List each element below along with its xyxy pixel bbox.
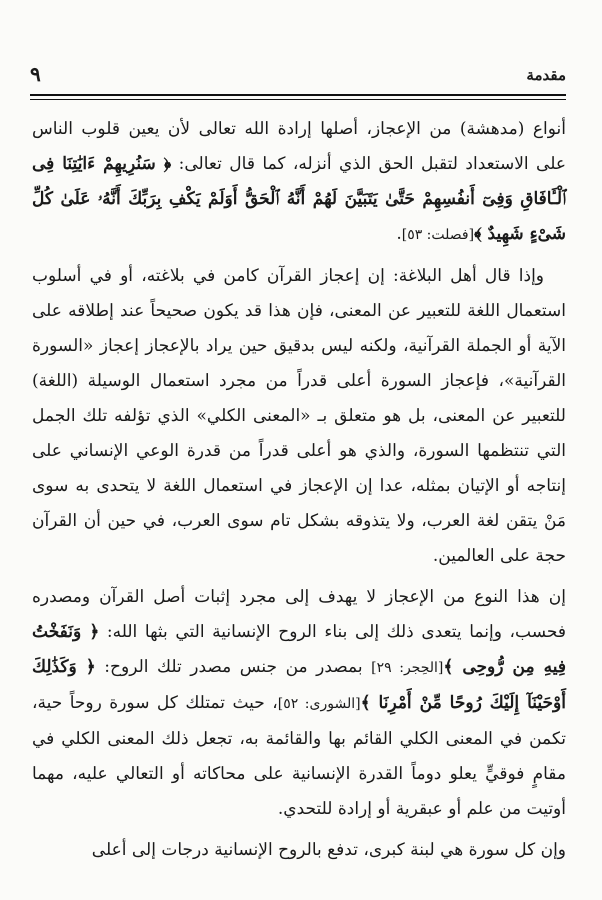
- quran-verse-hijr: ﴿ وَنَفَخْتُ فِيهِ مِن رُّوحِى ﴾: [32, 622, 566, 677]
- page-number: ٩: [30, 62, 41, 86]
- running-title: مقدمة: [526, 66, 566, 84]
- header-rule-thin: [30, 99, 566, 100]
- paragraph-3: [32, 580, 566, 827]
- paragraph-3-text-a: إن هذا النوع من الإعجاز لا يهدف إلى مجرد إثبات أصل القرآن ومصدره فحسب، وإنما يتعدى ذلك إلى بناء الروح الإنسانية التي بثها الله:: [32, 587, 566, 642]
- paragraph-1-text: أنواع (مدهشة) من الإعجاز، أصلها إرادة الله تعالى لأن يعين قلوب الناس على الاستعداد لتقبل الحق الذي أنزله، كما قال تعالى:: [32, 119, 566, 174]
- verse-reference-hijr: [الحِجر: ٢٩]: [371, 660, 444, 676]
- page-header: [30, 62, 566, 92]
- paragraph-1-end: .: [396, 224, 402, 244]
- verse-reference-fussilat: [فصلت: ٥٣]: [401, 227, 475, 243]
- paragraph-3-text-b: بمصدر من جنس مصدر تلك الروح:: [95, 657, 372, 677]
- quran-verse-fussilat: ﴿ سَنُرِيهِمْ ءَايَٰتِنَا فِى ٱلْـَٔافَاقِ وَفِىٓ أَنفُسِهِمْ حَتَّىٰ يَتَبَيَّنَ لَهُمْ أَنَّهُ ٱلْحَقُّ أَوَلَمْ يَكْفِ بِرَبِّكَ أَنَّهُۥ عَلَىٰ كُلِّ شَىْءٍ شَهِيدٌ ﴾: [32, 154, 566, 244]
- paragraph-3-text-c: ، حيث تمتلك كل سورة روحاً حية، تكمن في المعنى الكلي القائم بها والقائمة به، تجعل ذلك المعنى الكلي في مقامٍ فوقيٍّ يعلو دوماً القدرة الإنسانية على محاكاته أو التعالي عليه، مهما أوتيت من علم أو عبقرية أو إرادة للتحدي.: [32, 693, 566, 819]
- verse-reference-shura: [الشورى: ٥٢]: [277, 696, 361, 712]
- page-body: [32, 112, 566, 900]
- paragraph-1: [32, 112, 566, 253]
- paragraph-4: وإن كل سورة هي لبنة كبرى، تدفع بالروح الإنسانية درجات إلى أعلى: [91, 840, 566, 860]
- paragraph-2: وإذا قال أهل البلاغة: إن إعجاز القرآن كامن في بلاغته، أو في أسلوب استعمال اللغة للتعبير عن المعنى، فإن هذا قد يكون صحيحاً عند إطلاقه على الآية أو الجملة القرآنية، ولكنه ليس بدقيق حين يراد بالإعجاز إعجاز «السورة القرآنية»، فإعجاز السورة أعلى قدراً من مجرد استعمال الوسيلة (اللغة) للتعبير عن المعنى، بل هو متعلق بـ «المعنى الكلي» الذي تؤلفه تلك الجمل التي تنتظمها السورة، والذي هو أعلى قدراً من قدرة الوعي الإنساني على إنتاجه أو الإتيان بمثله، عدا إن الإعجاز في استعمال اللغة لا يتحدى به سوى مَنْ يتقن لغة العرب، ولا يتذوقه بشكل تام سوى العرب، في حين أن القرآن حجة على العالمين.: [32, 266, 566, 566]
- quran-verse-shura: ﴿ وَكَذَٰلِكَ أَوْحَيْنَآ إِلَيْكَ رُوحًا مِّنْ أَمْرِنَا ﴾: [32, 657, 566, 713]
- header-rule-thick: [30, 94, 566, 96]
